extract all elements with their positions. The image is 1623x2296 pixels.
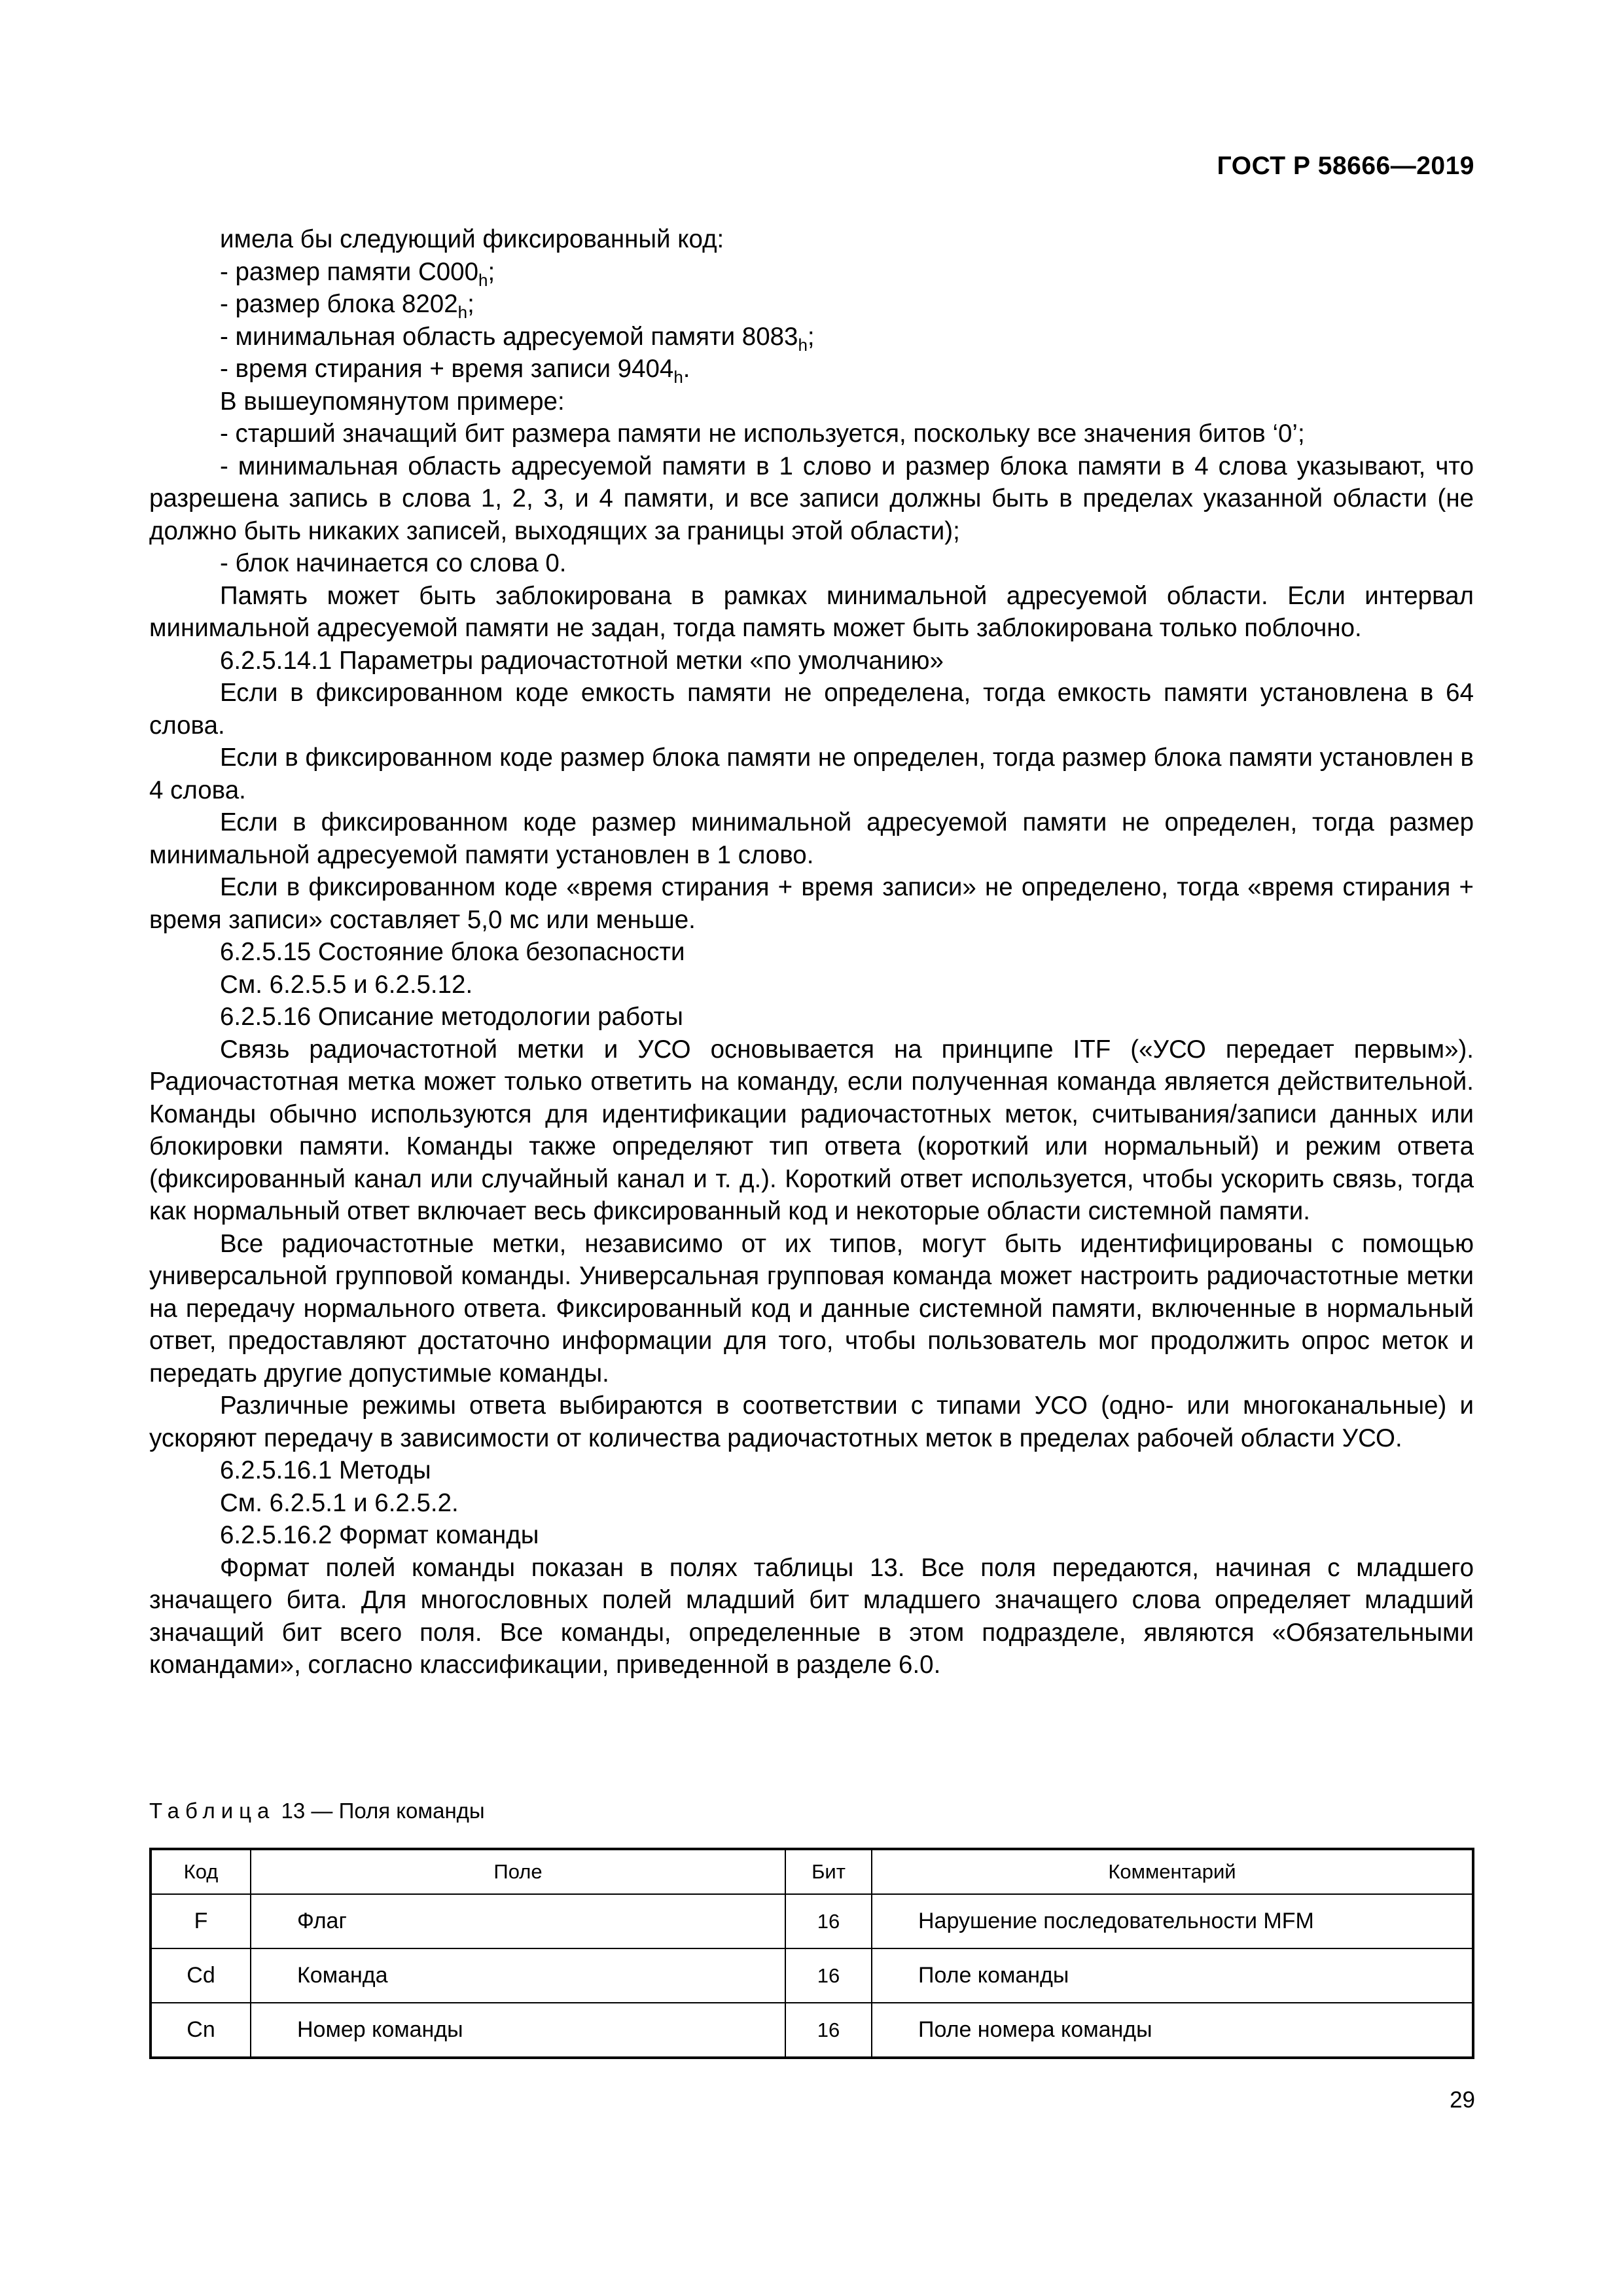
column-header-code: Код [151, 1849, 251, 1894]
command-fields-table [149, 1848, 1474, 2059]
section-heading: 6.2.5.16 Описание методологии работы [220, 1003, 683, 1031]
cell-bits: 16 [785, 2003, 872, 2058]
table-row [151, 2003, 1473, 2058]
body-text [149, 223, 1474, 1681]
paragraph: - время стирания + время записи $9404_h$. [220, 355, 690, 387]
paragraph: Если в фиксированном коде размер минимальной адресуемой памяти не определен, тогда размер минимальной адресуемой памяти установлен в 1 слово. [149, 808, 1474, 869]
paragraph: имела бы следующий фиксированный код: [220, 225, 724, 253]
paragraph: - блок начинается со слова 0. [220, 549, 567, 577]
paragraph: - размер блока $8202_h$; [220, 290, 474, 322]
cell-code: Cn [151, 2003, 251, 2058]
paragraph: Все радиочастотные метки, независимо от их типов, могут быть идентифицированы с помощью универсальной групповой команды. Универсальная групповая команда может настроить радиочастотные метки на передачу нормального ответа. Фиксированный код и данные системной памяти, включенные в нормальный ответ, предоставляют достаточно информации для того, чтобы пользователь мог продолжить опрос меток и передать другие допустимые команды. [149, 1229, 1474, 1388]
page-number: 29 [1450, 2087, 1475, 2113]
column-header-bits: Бит [785, 1849, 872, 1894]
paragraph: Если в фиксированном коде «время стирания + время записи» не определено, тогда «время стирания + время записи» составляет 5,0 мс или меньше. [149, 873, 1474, 934]
paragraph: См. 6.2.5.1 и 6.2.5.2. [220, 1488, 459, 1517]
section-heading: 6.2.5.14.1 Параметры радиочастотной метки «по умолчанию» [220, 646, 944, 675]
cell-comment: Поле команды [872, 1948, 1473, 2003]
column-header-field: Поле [251, 1849, 785, 1894]
table-row [151, 1948, 1473, 2003]
cell-comment: Поле номера команды [872, 2003, 1473, 2058]
paragraph: Память может быть заблокирована в рамках минимальной адресуемой области. Если интервал минимальной адресуемой памяти не задан, тогда память может быть заблокирована только поблочно. [149, 581, 1474, 642]
cell-field: Флаг [251, 1894, 785, 1948]
cell-comment: Нарушение последовательности MFM [872, 1894, 1473, 1948]
cell-code: F [151, 1894, 251, 1948]
table-row [151, 1894, 1473, 1948]
paragraph: - минимальная область адресуемой памяти $8083_h$; [220, 322, 815, 355]
paragraph: - старший значащий бит размера памяти не используется, поскольку все значения битов ‘0’; [220, 420, 1305, 448]
table-header-row [151, 1849, 1473, 1894]
document-id-header: ГОСТ Р 58666—2019 [1217, 152, 1474, 180]
table-caption: Таблица 13 — Поля команды [149, 1799, 485, 1823]
section-heading: 6.2.5.16.2 Формат команды [220, 1521, 539, 1549]
cell-bits: 16 [785, 1948, 872, 2003]
paragraph: Формат полей команды показан в полях таблицы 13. Все поля передаются, начиная с младшего значащего бита. Для многословных полей младший бит младшего значащего слова определяет младший значащий бит всего поля. Все команды, определенные в этом подразделе, являются «Обязательными командами», согласно классификации, приведенной в разделе 6.0. [149, 1553, 1474, 1679]
cell-bits: 16 [785, 1894, 872, 1948]
paragraph: Если в фиксированном коде емкость памяти не определена, тогда емкость памяти установлена в 64 слова. [149, 679, 1474, 740]
column-header-comment: Комментарий [872, 1849, 1473, 1894]
paragraph: См. 6.2.5.5 и 6.2.5.12. [220, 970, 473, 999]
paragraph: Связь радиочастотной метки и УСО основывается на принципе ITF («УСО передает первым»). Радиочастотная метка может только ответить на команду, если полученная команда является действительной. Команды обычно используются для идентификации радиочастотных меток, считывания/записи данных или блокировки памяти. Команды также определяют тип ответа (короткий или нормальный) и режим ответа (фиксированный канал или случайный канал и т. д.). Короткий ответ используется, чтобы ускорить связь, тогда как нормальный ответ включает весь фиксированный код и некоторые области системной памяти. [149, 1035, 1474, 1225]
paragraph: Если в фиксированном коде размер блока памяти не определен, тогда размер блока памяти установлен в 4 слова. [149, 744, 1474, 804]
section-heading: 6.2.5.16.1 Методы [220, 1456, 431, 1484]
cell-field: Команда [251, 1948, 785, 2003]
paragraph: В вышеупомянутом примере: [220, 387, 565, 416]
paragraph: - размер памяти $С000_h$; [220, 257, 495, 290]
paragraph: - минимальная область адресуемой памяти в 1 слово и размер блока памяти в 4 слова указывают, что разрешена запись в слова 1, 2, 3, и 4 памяти, и все записи должны быть в пределах указанной области (не должно быть никаких записей, выходящих за границы этой области); [149, 452, 1474, 545]
section-heading: 6.2.5.15 Состояние блока безопасности [220, 938, 685, 966]
cell-field: Номер команды [251, 2003, 785, 2058]
paragraph: Различные режимы ответа выбираются в соответствии с типами УСО (одно- или многоканальные) и ускоряют передачу в зависимости от количества радиочастотных меток в пределах рабочей области УСО. [149, 1391, 1474, 1452]
cell-code: Cd [151, 1948, 251, 2003]
